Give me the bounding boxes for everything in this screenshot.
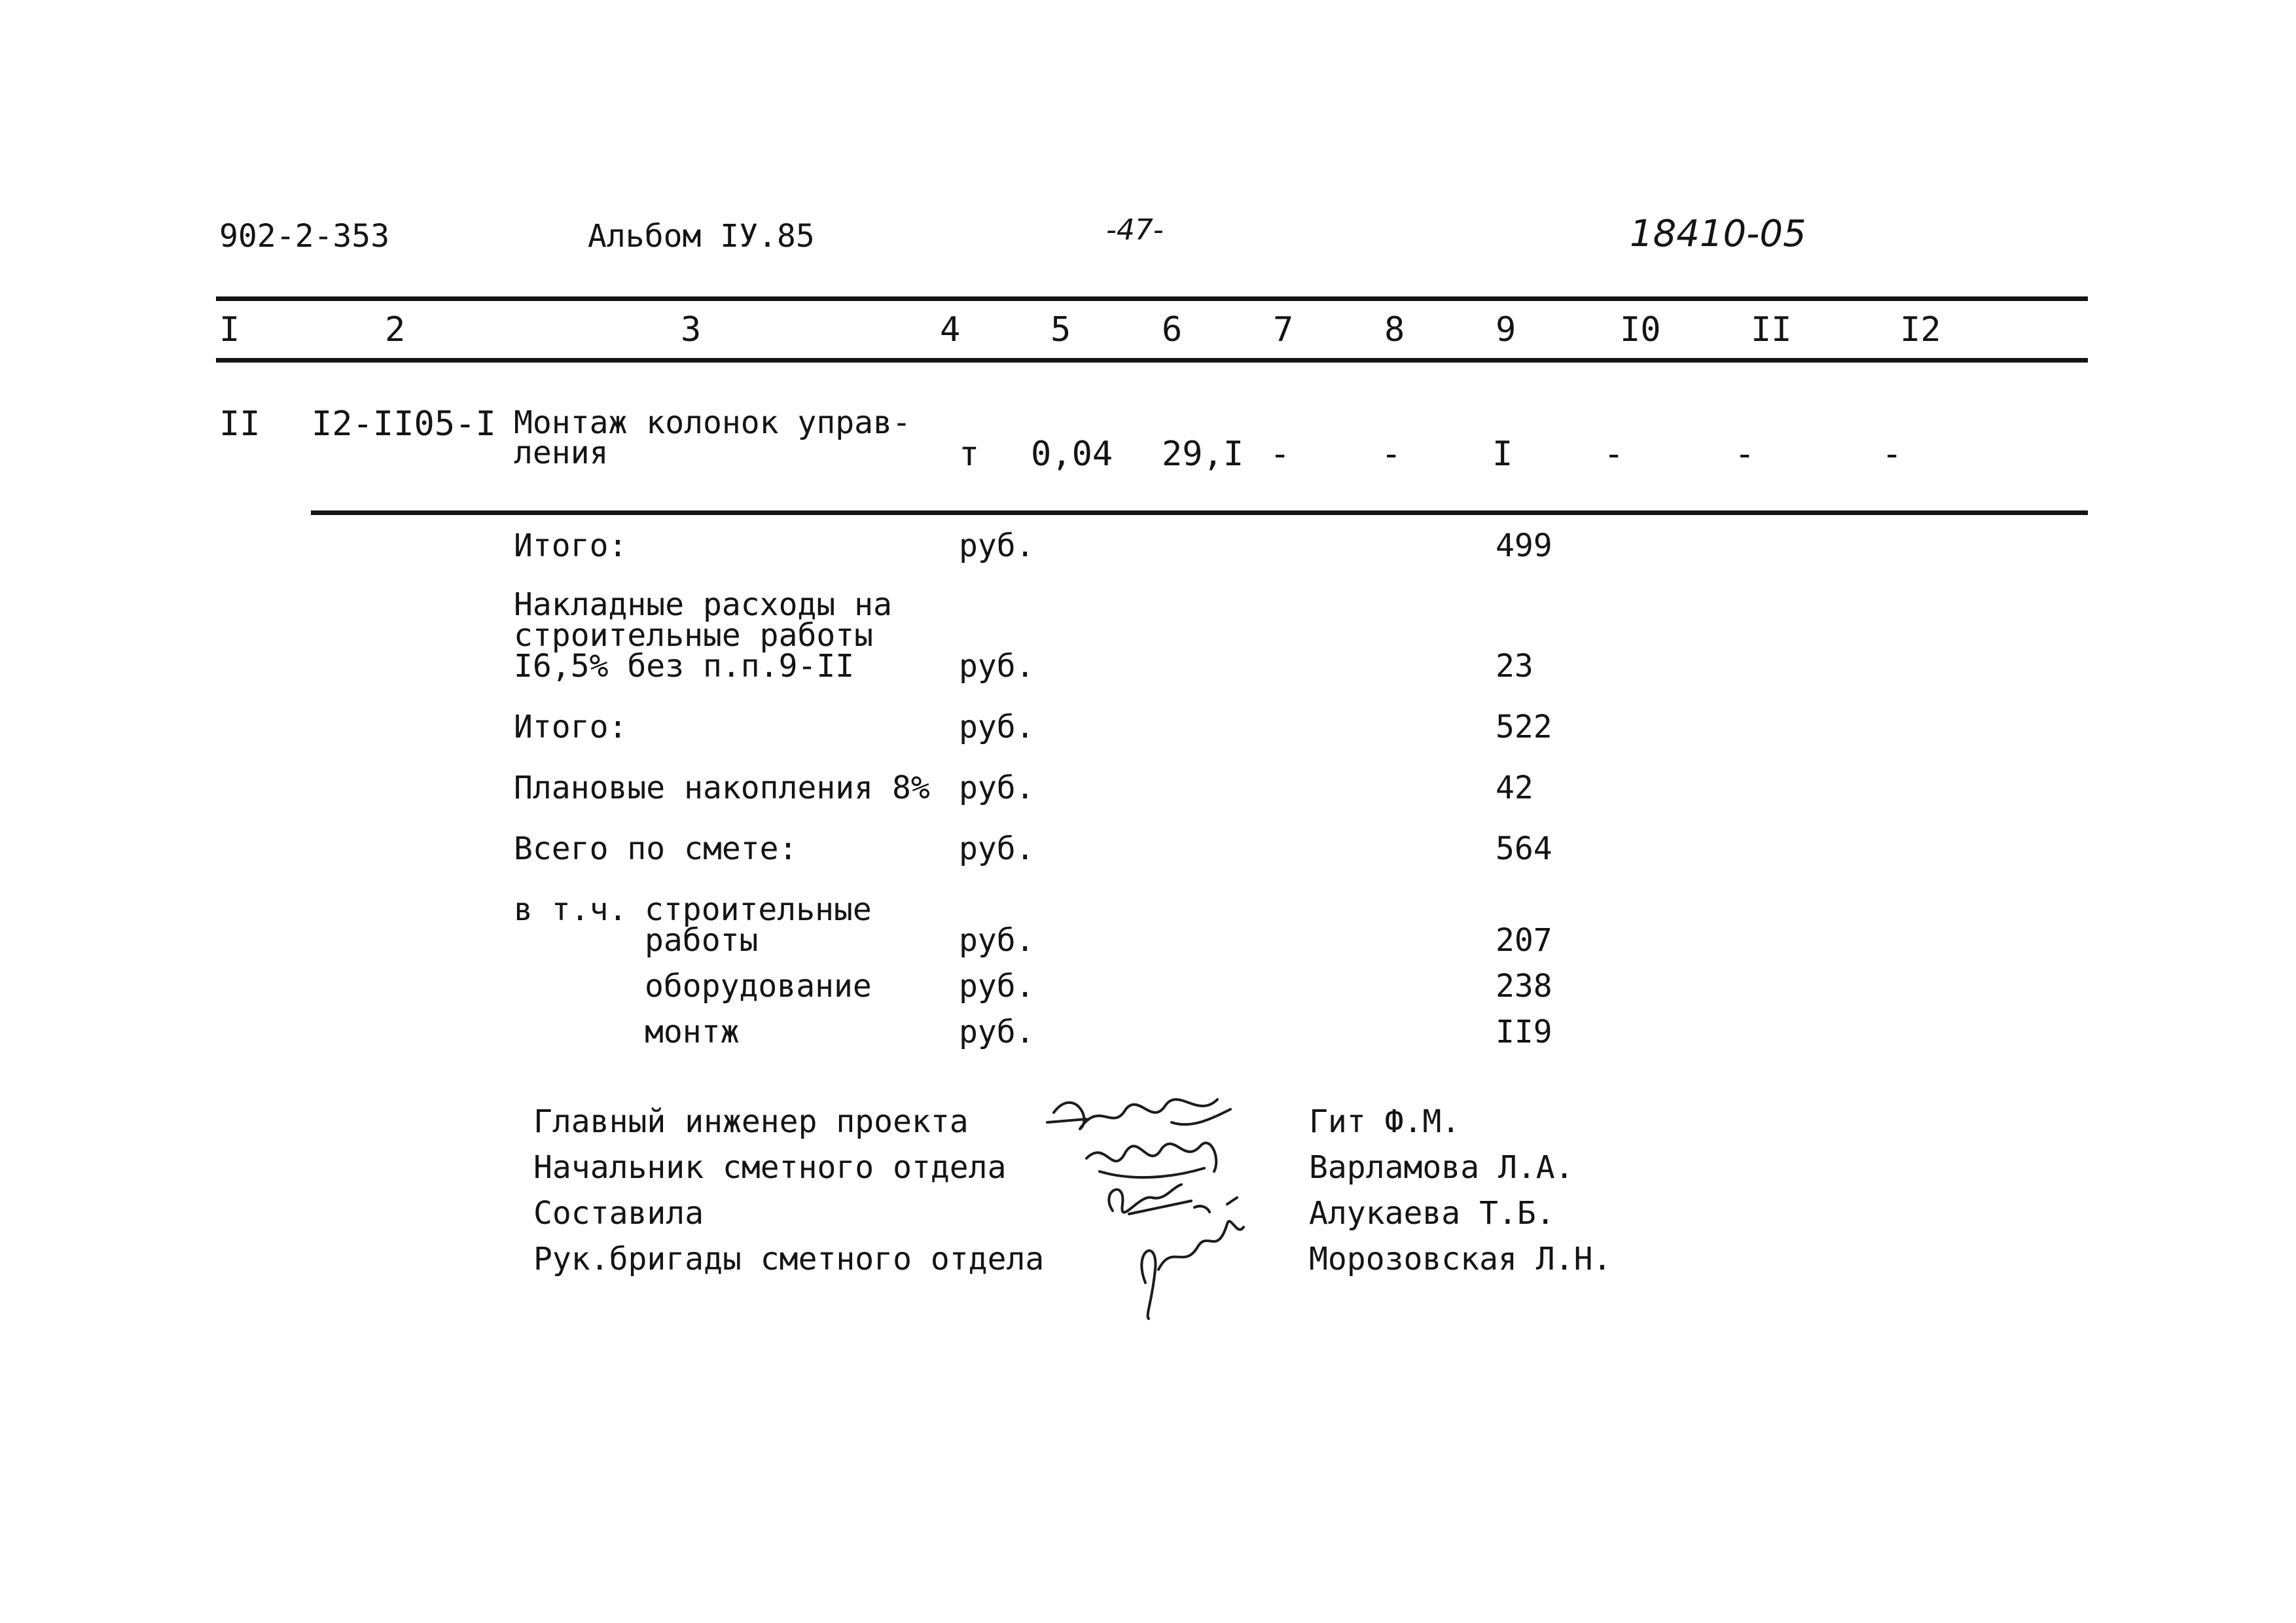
- column-number: I2: [1900, 310, 1941, 349]
- album-label: Альбом IУ.85: [588, 218, 815, 255]
- construction-value: 207: [1496, 922, 1552, 959]
- column-number: 5: [1050, 310, 1071, 349]
- signature-title: Составила: [533, 1195, 704, 1232]
- equipment-unit: руб.: [959, 968, 1035, 1005]
- planned-label: Плановые накопления 8%: [514, 770, 930, 806]
- column-number: 4: [940, 310, 961, 349]
- overhead-line2: строительные работы: [514, 617, 874, 654]
- including-prefix: в т.ч.: [514, 891, 628, 928]
- install-unit: руб.: [959, 1014, 1035, 1050]
- equipment-label: оборудование: [645, 968, 872, 1005]
- signature-name: Морозовская Л.Н.: [1309, 1241, 1612, 1277]
- signature-name: Гит Ф.М.: [1309, 1103, 1461, 1140]
- install-value: II9: [1496, 1014, 1552, 1050]
- grand-total-label: Всего по смете:: [514, 830, 798, 867]
- row-bottom-rule: [311, 510, 2088, 515]
- column-number: 8: [1384, 310, 1405, 349]
- row-col12: -: [1882, 435, 1903, 474]
- column-number: II: [1751, 310, 1792, 349]
- table-top-rule: [216, 296, 2088, 301]
- construction-line1: строительные: [645, 891, 872, 928]
- total2-unit: руб.: [959, 709, 1035, 745]
- column-number: I0: [1620, 310, 1661, 349]
- overhead-value: 23: [1496, 648, 1534, 685]
- overhead-unit: руб.: [959, 648, 1035, 685]
- row-col10: -: [1604, 435, 1624, 474]
- total1-label: Итого:: [514, 527, 628, 564]
- header-bottom-rule: [216, 358, 2088, 363]
- row-price: 29,I: [1162, 435, 1244, 474]
- handwritten-signatures: [1041, 1073, 1257, 1322]
- construction-unit: руб.: [959, 922, 1035, 959]
- row-number: II: [219, 404, 260, 444]
- document-code: 18410-05: [1630, 213, 1806, 255]
- signature-title: Главный инженер проекта: [533, 1103, 969, 1140]
- document-number: 902-2-353: [219, 218, 390, 255]
- row-description-line1: Монтаж колонок управ-: [514, 404, 911, 441]
- total2-value: 522: [1496, 709, 1552, 745]
- total1-unit: руб.: [959, 527, 1035, 564]
- row-quantity: 0,04: [1031, 435, 1113, 474]
- column-number: 7: [1273, 310, 1294, 349]
- column-number: 6: [1162, 310, 1183, 349]
- column-number: 2: [385, 310, 406, 349]
- column-number: I: [219, 310, 240, 349]
- page-number: -47-: [1106, 213, 1164, 247]
- signature-title: Рук.бригады сметного отдела: [533, 1241, 1045, 1277]
- column-number: 3: [681, 310, 702, 349]
- planned-value: 42: [1496, 770, 1534, 806]
- row-unit: т: [959, 435, 980, 474]
- signature-name: Алукаева Т.Б.: [1309, 1195, 1555, 1232]
- overhead-line3: I6,5% без п.п.9-II: [514, 648, 855, 685]
- row-col7: -: [1270, 435, 1291, 474]
- signature-title: Начальник сметного отдела: [533, 1149, 1007, 1186]
- install-label: монтж: [645, 1014, 740, 1050]
- total1-value: 499: [1496, 527, 1552, 564]
- column-number: 9: [1496, 310, 1516, 349]
- grand-total-value: 564: [1496, 830, 1552, 867]
- row-col8: -: [1381, 435, 1402, 474]
- grand-total-unit: руб.: [959, 830, 1035, 867]
- row-col11: -: [1734, 435, 1755, 474]
- signature-name: Варламова Л.А.: [1309, 1149, 1574, 1186]
- total2-label: Итого:: [514, 709, 628, 745]
- overhead-line1: Накладные расходы на: [514, 586, 892, 623]
- row-code: I2-II05-I: [312, 404, 496, 444]
- row-col9: I: [1492, 435, 1513, 474]
- row-description-line2: ления: [514, 435, 609, 471]
- equipment-value: 238: [1496, 968, 1552, 1005]
- construction-line2: работы: [645, 922, 759, 959]
- planned-unit: руб.: [959, 770, 1035, 806]
